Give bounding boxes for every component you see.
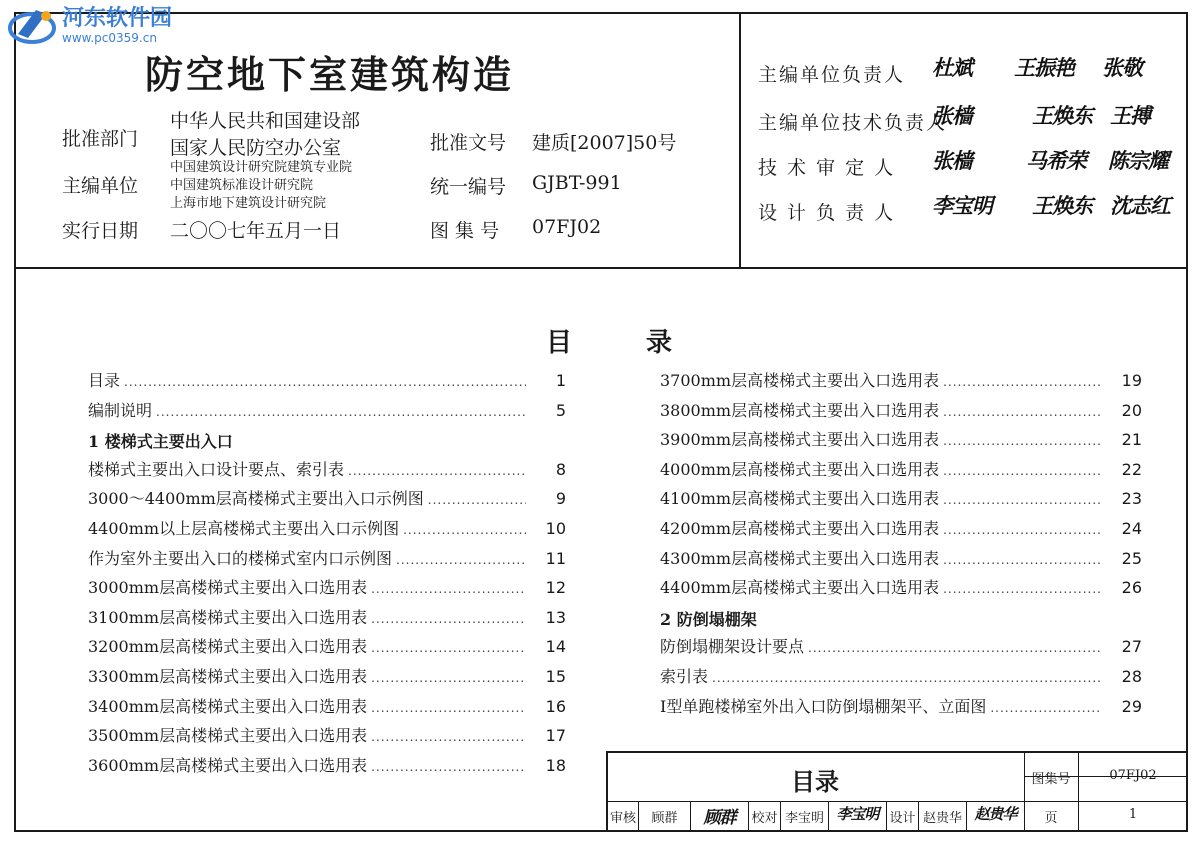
handwritten-signature: 王搏	[1110, 103, 1150, 128]
toc-entry[interactable]	[660, 575, 1142, 601]
toc-entry[interactable]	[660, 546, 1142, 572]
unified-no-value: GJBT-991	[532, 172, 622, 194]
toc-leader-dots	[403, 523, 526, 537]
toc-entry-page: 25	[1121, 548, 1142, 568]
toc-entry-page: 10	[545, 519, 566, 538]
toc-entry-page: 24	[1121, 519, 1142, 538]
toc-leader-dots	[371, 730, 526, 744]
tb-check-name: 李宝明	[784, 811, 824, 826]
approval-dept-2: 国家人民防空办公室	[170, 137, 342, 159]
toc-leader-dots	[371, 701, 526, 715]
toc-entry[interactable]	[88, 694, 566, 720]
chief-unit-1: 中国建筑设计研究院建筑专业院	[170, 160, 353, 175]
toc-section-heading: 1 楼梯式主要出入口	[88, 432, 233, 452]
tb-check-label: 校对	[751, 811, 778, 826]
doc-no-label: 批准文号	[430, 132, 507, 154]
handwritten-signature: 杜斌	[932, 55, 972, 80]
toc-entry-label: 3800mm层高楼梯式主要出入口选用表	[660, 400, 940, 420]
chief-unit-2: 中国建筑标准设计研究院	[170, 178, 314, 193]
toc-entry-label: 3900mm层高楼梯式主要出入口选用表	[660, 430, 940, 450]
chief-unit-3: 上海市地下建筑设计研究院	[170, 196, 327, 211]
tb-check-signature: 李宝明	[836, 805, 879, 823]
toc-leader-dots	[943, 405, 1102, 419]
tb-review-label: 审核	[609, 811, 636, 826]
watermark-name: 河东软件园	[62, 6, 173, 31]
toc-entry[interactable]	[88, 723, 566, 749]
toc-entry-label: 3100mm层高楼梯式主要出入口选用表	[88, 607, 368, 627]
toc-entry-page: 19	[1121, 371, 1142, 390]
toc-entry-label: 4300mm层高楼梯式主要出入口选用表	[660, 548, 940, 568]
toc-leader-dots	[371, 582, 526, 596]
toc-entry-label: 目录	[88, 371, 121, 390]
tb-atlas-no-value: 07FJ02	[1109, 768, 1157, 783]
tb-atlas-no-label: 图集号	[1031, 772, 1071, 787]
toc-entry[interactable]	[88, 457, 566, 483]
toc-entry-label: 4400mm以上层高楼梯式主要出入口示例图	[88, 519, 400, 538]
tb-page-value: 1	[1128, 807, 1138, 822]
toc-entry-label: 楼梯式主要出入口设计要点、索引表	[88, 459, 345, 479]
toc-entry-label: 4200mm层高楼梯式主要出入口选用表	[660, 519, 940, 538]
doc-no-value: 建质[2007]50号	[532, 132, 677, 154]
watermark-url: www.pc0359.cn	[62, 31, 157, 45]
toc-leader-dots	[124, 375, 526, 389]
toc-entry-page: 28	[1121, 667, 1142, 686]
toc-entry-page: 18	[545, 755, 566, 775]
effective-date-label: 实行日期	[62, 220, 139, 242]
toc-leader-dots	[371, 641, 526, 655]
toc-entry-page: 21	[1121, 430, 1142, 450]
toc-leader-dots	[943, 464, 1102, 478]
handwritten-signature: 张樯	[932, 103, 972, 128]
header-bottom-rule	[14, 267, 1188, 269]
toc-entry-label: 防倒塌棚架设计要点	[660, 637, 805, 657]
toc-entry-label: 作为室外主要出入口的楼梯式室内口示例图	[88, 548, 393, 568]
toc-entry[interactable]	[88, 398, 566, 424]
toc-entry-page: 23	[1121, 489, 1142, 509]
toc-entry-label: 3300mm层高楼梯式主要出入口选用表	[88, 667, 368, 686]
toc-entry[interactable]	[88, 368, 566, 394]
handwritten-signature: 王焕东	[1032, 103, 1092, 128]
toc-entry[interactable]	[660, 664, 1142, 690]
toc-entry-page: 12	[545, 578, 566, 598]
toc-entry[interactable]	[660, 694, 1142, 720]
header-divider	[739, 12, 741, 268]
watermark-icon	[6, 4, 60, 48]
toc-entry-label: 3600mm层高楼梯式主要出入口选用表	[88, 755, 368, 775]
toc-entry[interactable]	[88, 546, 566, 572]
toc-leader-dots	[943, 493, 1102, 507]
toc-title-char-1: 目	[546, 328, 573, 358]
effective-date-value: 二〇〇七年五月一日	[170, 220, 342, 242]
tb-design-name: 赵贵华	[922, 811, 962, 826]
toc-entry-page: 15	[545, 667, 566, 686]
tb-top-rule	[606, 751, 1188, 753]
tb-mid-rule	[606, 801, 1188, 802]
handwritten-signature: 王振艳	[1014, 55, 1074, 80]
toc-entry[interactable]	[88, 516, 566, 542]
tb-sheet-title: 目录	[791, 767, 839, 796]
toc-entry-page: 14	[545, 637, 566, 657]
unified-no-label: 统一编号	[430, 176, 507, 198]
toc-entry[interactable]	[660, 634, 1142, 660]
toc-entry-page: 20	[1121, 400, 1142, 420]
toc-entry-label: 3200mm层高楼梯式主要出入口选用表	[88, 637, 368, 657]
handwritten-signature: 张樯	[932, 148, 972, 173]
toc-entry[interactable]	[88, 575, 566, 601]
toc-leader-dots	[712, 671, 1102, 685]
toc-entry-label: Ⅰ型单跑楼梯室外出入口防倒塌棚架平、立面图	[660, 696, 987, 716]
toc-leader-dots	[371, 671, 526, 685]
toc-leader-dots	[371, 760, 526, 774]
toc-leader-dots	[348, 464, 526, 478]
chief-unit-label: 主编单位	[62, 175, 139, 197]
handwritten-signature: 张敬	[1102, 55, 1142, 80]
responsible-label: 主编单位负责人	[758, 64, 906, 86]
toc-entry-page: 11	[545, 548, 566, 568]
toc-entry-page: 13	[545, 607, 566, 627]
toc-entry[interactable]	[88, 753, 566, 779]
toc-entry-label: 4400mm层高楼梯式主要出入口选用表	[660, 578, 940, 598]
toc-entry-page: 9	[555, 489, 566, 509]
tb-review-name: 顾群	[651, 811, 678, 826]
toc-entry-page: 22	[1121, 459, 1142, 479]
toc-entry[interactable]	[660, 427, 1142, 453]
toc-entry[interactable]	[660, 516, 1142, 542]
toc-leader-dots	[396, 553, 526, 567]
toc-entry[interactable]	[88, 605, 566, 631]
toc-entry-label: 索引表	[660, 667, 709, 686]
toc-entry-page: 8	[555, 459, 566, 479]
toc-leader-dots	[943, 375, 1102, 389]
tb-review-signature: 顾群	[703, 808, 736, 828]
handwritten-signature: 陈宗耀	[1108, 148, 1168, 173]
approval-dept-label: 批准部门	[62, 128, 139, 150]
toc-leader-dots	[943, 582, 1102, 596]
handwritten-signature: 王焕东	[1032, 193, 1092, 218]
toc-entry[interactable]	[660, 457, 1142, 483]
responsible-label: 技 术 审 定 人	[758, 157, 896, 179]
toc-leader-dots	[943, 523, 1102, 537]
toc-entry-page: 17	[545, 726, 566, 746]
responsible-label: 设 计 负 责 人	[758, 202, 896, 224]
toc-entry-page: 26	[1121, 578, 1142, 598]
toc-entry[interactable]	[88, 634, 566, 660]
toc-leader-dots	[428, 493, 526, 507]
toc-entry-label: 4100mm层高楼梯式主要出入口选用表	[660, 489, 940, 509]
toc-entry[interactable]	[88, 486, 566, 512]
toc-entry[interactable]	[88, 664, 566, 690]
toc-entry-label: 3000～4400mm层高楼梯式主要出入口示例图	[88, 489, 424, 509]
toc-entry-page: 27	[1121, 637, 1142, 657]
toc-entry[interactable]	[660, 398, 1142, 424]
toc-section-heading: 2 防倒塌棚架	[660, 609, 757, 629]
toc-title-char-2: 录	[646, 328, 673, 358]
toc-entry-label: 3000mm层高楼梯式主要出入口选用表	[88, 578, 368, 598]
handwritten-signature: 马希荣	[1026, 148, 1086, 173]
handwritten-signature: 李宝明	[932, 193, 992, 218]
toc-entry-page: 29	[1121, 696, 1142, 716]
toc-entry[interactable]	[660, 486, 1142, 512]
tb-design-signature: 赵贵华	[974, 805, 1017, 823]
responsible-label: 主编单位技术负责人	[758, 112, 948, 134]
atlas-no-label: 图 集 号	[430, 220, 500, 242]
atlas-title: 防空地下室建筑构造	[145, 52, 515, 97]
toc-entry-label: 4000mm层高楼梯式主要出入口选用表	[660, 459, 940, 479]
toc-entry-label: 3500mm层高楼梯式主要出入口选用表	[88, 726, 368, 746]
toc-entry[interactable]	[660, 368, 1142, 394]
toc-entry-label: 编制说明	[88, 400, 153, 420]
watermark-logo	[6, 4, 172, 48]
tb-page-label: 页	[1044, 811, 1058, 826]
toc-entry-label: 3400mm层高楼梯式主要出入口选用表	[88, 696, 368, 716]
toc-leader-dots	[990, 701, 1102, 715]
toc-leader-dots	[371, 612, 526, 626]
toc-entry-page: 1	[555, 371, 566, 390]
toc-leader-dots	[943, 434, 1102, 448]
toc-leader-dots	[808, 641, 1102, 655]
handwritten-signature: 沈志红	[1110, 193, 1170, 218]
atlas-no-value: 07FJ02	[532, 216, 602, 238]
toc-entry-label: 3700mm层高楼梯式主要出入口选用表	[660, 371, 940, 390]
toc-leader-dots	[943, 553, 1102, 567]
toc-entry-page: 5	[555, 400, 566, 420]
approval-dept-1: 中华人民共和国建设部	[170, 110, 361, 132]
toc-leader-dots	[156, 405, 526, 419]
tb-design-label: 设计	[889, 811, 916, 826]
toc-entry-page: 16	[545, 696, 566, 716]
